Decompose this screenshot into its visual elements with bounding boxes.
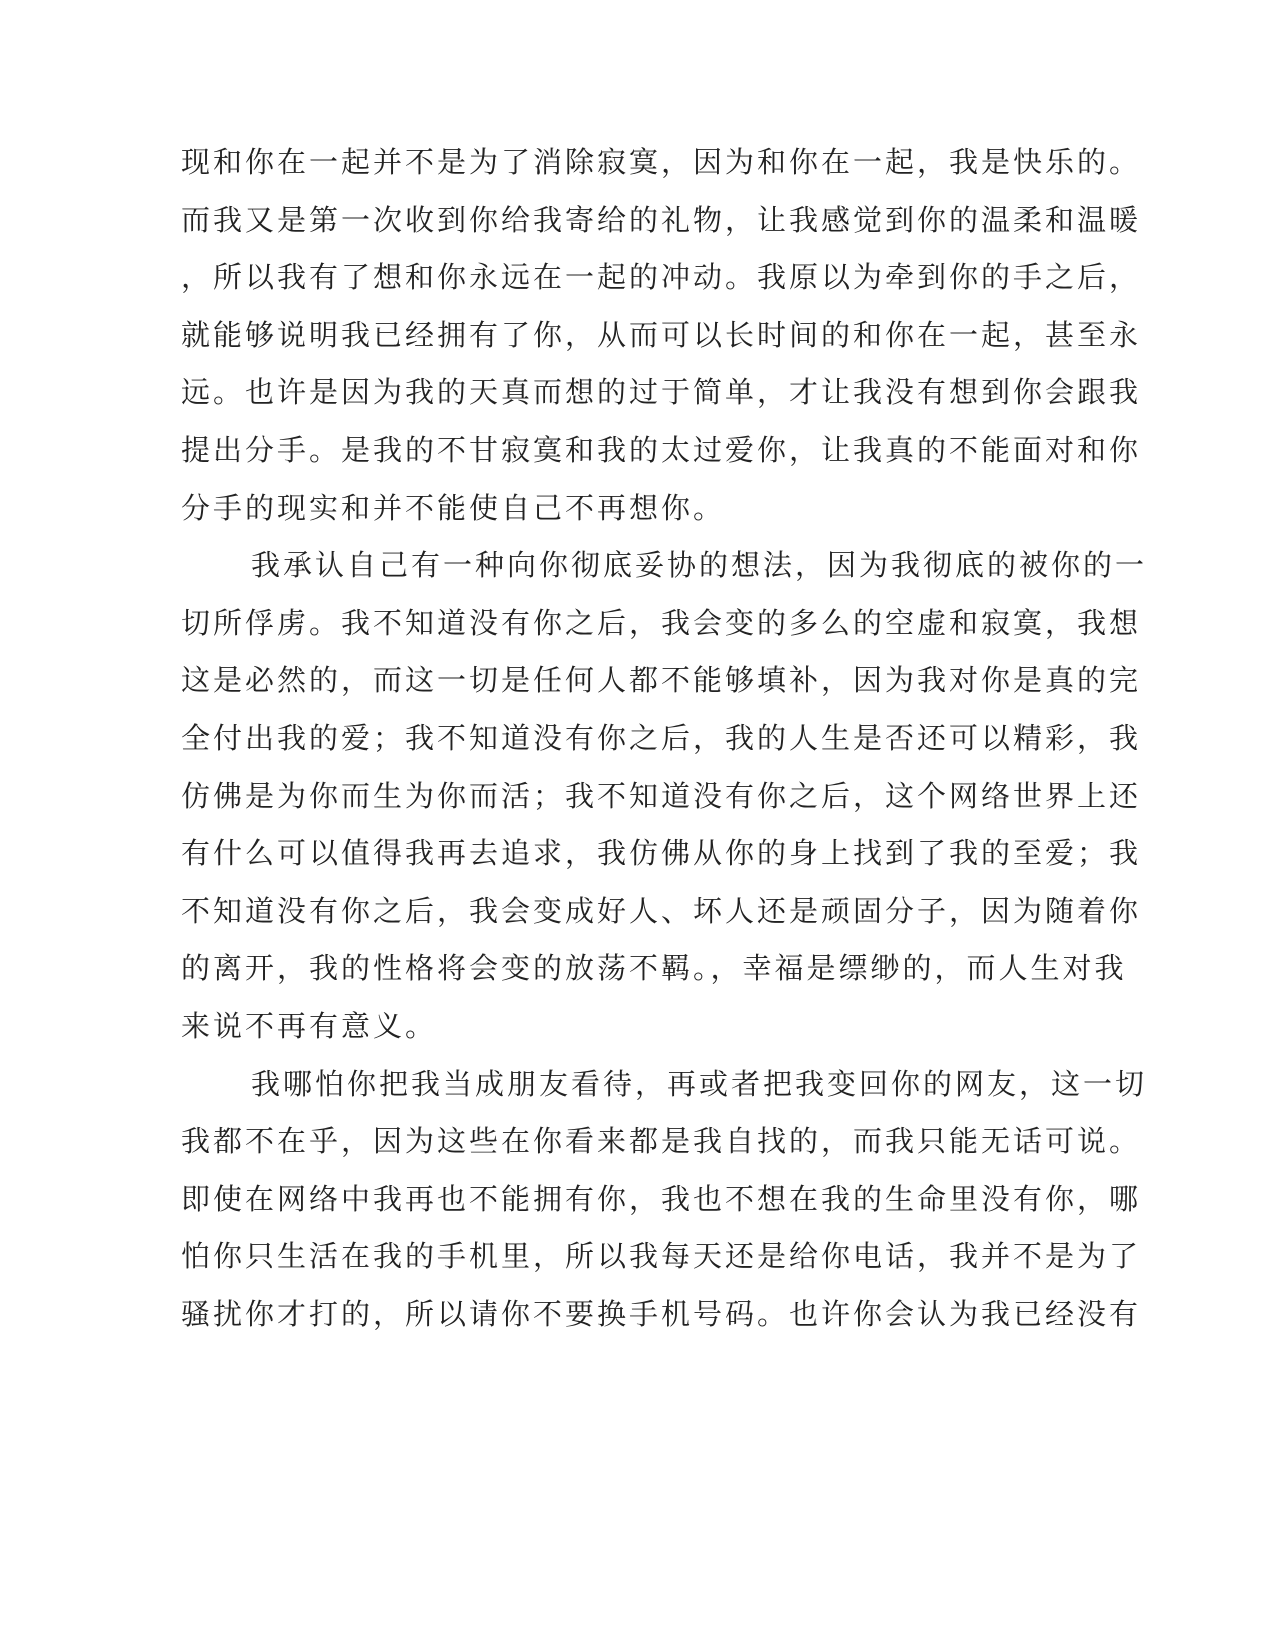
text-line: 即使在网络中我再也不能拥有你，我也不想在我的生命里没有你，哪	[181, 1181, 1142, 1216]
text-line-indented: 我哪怕你把我当成朋友看待，再或者把我变回你的网友，这一切	[251, 1066, 1148, 1101]
text-line: 提出分手。是我的不甘寂寞和我的太过爱你，让我真的不能面对和你	[181, 432, 1142, 467]
paragraph-2	[181, 537, 1148, 1055]
text-line: 切所俘虏。我不知道没有你之后，我会变的多么的空虚和寂寞，我想	[181, 605, 1142, 640]
text-line: 来说不再有意义。	[181, 1008, 438, 1043]
text-line: 分手的现实和并不能使自己不再想你。	[181, 490, 726, 525]
document-body	[181, 134, 1148, 1343]
text-line: 怕你只生活在我的手机里，所以我每天还是给你电话，我并不是为了	[181, 1239, 1142, 1274]
text-line: 这是必然的，而这一切是任何人都不能够填补，因为我对你是真的完	[181, 663, 1142, 698]
text-line: 的离开，我的性格将会变的放荡不羁。，幸福是缥缈的，而人生对我	[181, 951, 1127, 986]
text-line: 仿佛是为你而生为你而活；我不知道没有你之后，这个网络世界上还	[181, 778, 1142, 813]
text-line: 远。也许是因为我的天真而想的过于简单，才让我没有想到你会跟我	[181, 375, 1142, 410]
text-line: 我都不在乎，因为这些在你看来都是我自找的，而我只能无话可说。	[181, 1124, 1142, 1159]
text-line: 现和你在一起并不是为了消除寂寞，因为和你在一起，我是快乐的。	[181, 145, 1142, 179]
text-line: ，所以我有了想和你永远在一起的冲动。我原以为牵到你的手之后，	[181, 260, 1142, 295]
text-line: 骚扰你才打的，所以请你不要换手机号码。也许你会认为我已经没有	[181, 1296, 1142, 1331]
paragraph-3	[181, 1056, 1148, 1344]
text-line: 就能够说明我已经拥有了你，从而可以长时间的和你在一起，甚至永	[181, 317, 1142, 352]
text-line: 全付出我的爱；我不知道没有你之后，我的人生是否还可以精彩，我	[181, 720, 1142, 755]
text-line: 有什么可以值得我再去追求，我仿佛从你的身上找到了我的至爱；我	[181, 836, 1142, 871]
text-line-indented: 我承认自己有一种向你彻底妥协的想法，因为我彻底的被你的一	[251, 548, 1148, 583]
text-line: 而我又是第一次收到你给我寄给的礼物，让我感觉到你的温柔和温暖	[181, 202, 1142, 237]
paragraph-1	[181, 134, 1142, 537]
text-line: 不知道没有你之后，我会变成好人、坏人还是顽固分子，因为随着你	[181, 893, 1142, 928]
